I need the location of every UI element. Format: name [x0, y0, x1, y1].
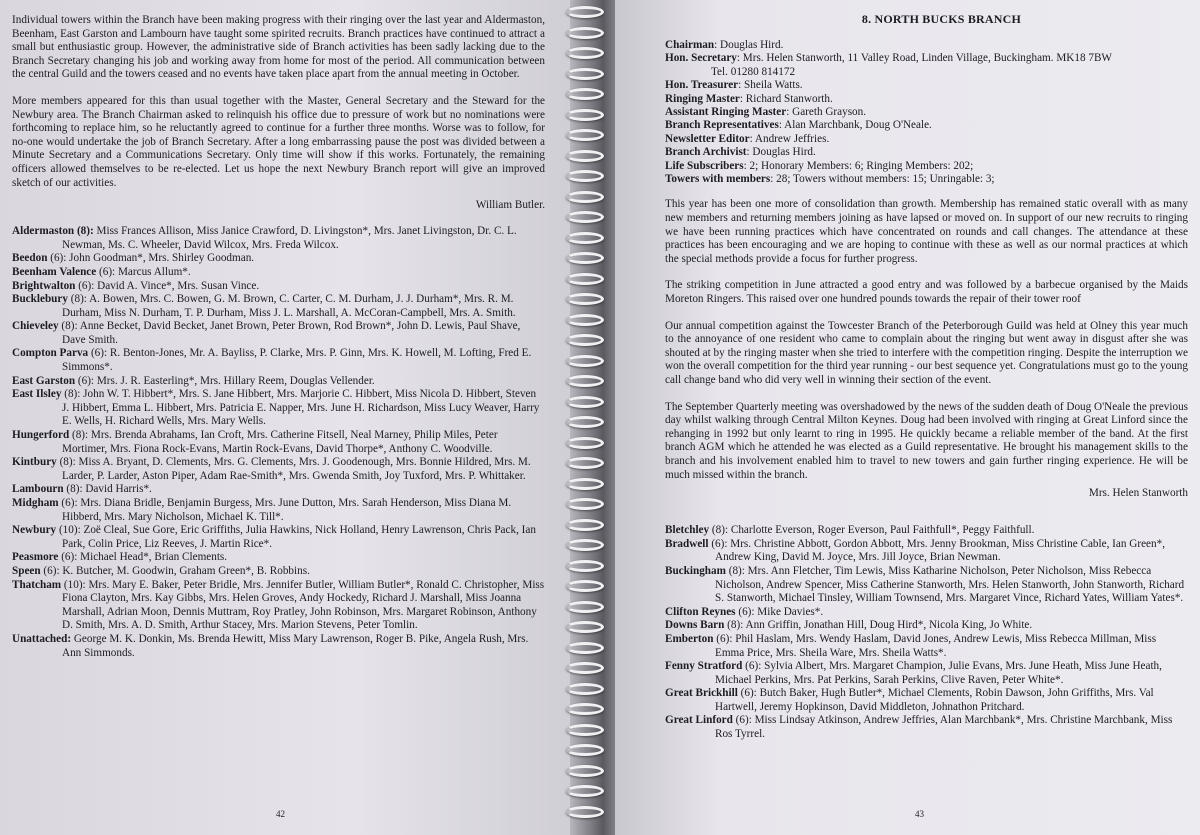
binding-ring: [566, 498, 604, 510]
tower-entry: [665, 565, 1188, 606]
tower-name: Great Brickhill: [665, 687, 738, 700]
binding-ring: [566, 293, 604, 305]
tower-name: East Garston: [12, 374, 76, 387]
tower-members: (6): Mike Davies*.: [738, 605, 824, 618]
officer-line: [665, 79, 1188, 92]
officer-label: Hon. Treasurer: [665, 79, 739, 92]
officer-line: [665, 146, 1188, 159]
tower-name: Thatcham: [12, 578, 62, 591]
officer-value: : Mrs. Helen Stanworth, 11 Valley Road, Linden Village, Buckingham. MK18 7BW: [736, 52, 1112, 65]
tower-member-list: [12, 225, 545, 660]
officer-label: Newsletter Editor: [665, 132, 750, 145]
tower-members: (10): Mrs. Mary E. Baker, Peter Bridle, Mrs. Jennifer Butler, William Butler*, Ronald C. Christopher, Miss Fiona Clayton, Mrs. Kay Gibbs, Mrs. Helen Groves, Andy Hockedy, Richard J. Marshall, Miss Joanna Marshall, Adrian Moon, Dennis Muttram, Roy Pratley, John Robinson, Mrs. Margaret Robinson, Anthony D. Smith, Mrs. A. D. Smith, Arthur Stacey, Mrs. Marion Stevens, Peter Tomlin.: [62, 578, 545, 632]
binding-ring: [566, 539, 604, 551]
tower-members: (10): Zoë Cleal, Sue Gore, Eric Griffiths, Julia Hawkins, Nick Holland, Henry Lawrenson, Chris Pack, Ian Park, Colin Price, Liz Reeves, J. Martin Rice*.: [58, 524, 536, 550]
tower-name: Bletchley: [665, 524, 710, 537]
tower-name: Hungerford: [12, 429, 70, 442]
binding-ring: [566, 129, 604, 141]
tower-members: George M. K. Donkin, Ms. Brenda Hewitt, Miss Mary Lawrenson, Roger B. Pike, Angela Rush, Mrs. Ann Simmonds.: [62, 632, 529, 659]
tower-entry: [12, 524, 545, 551]
binding-ring: [566, 457, 604, 469]
tower-members: (6): Mrs. Christine Abbott, Gordon Abbott, Mrs. Jenny Brookman, Miss Christine Cable, Ian Green*, Andrew King, David M. Joyce, Mrs. Jill Joyce, Brian Newman.: [711, 537, 1165, 564]
tower-name: Speen: [12, 564, 41, 577]
officer-label: Branch Archivist: [665, 146, 747, 159]
tower-entry: [12, 429, 545, 456]
tower-entry: [12, 579, 545, 633]
tower-entry: [12, 497, 545, 524]
officer-label: Ringing Master: [665, 92, 740, 105]
tower-name: Beenham Valence: [12, 265, 97, 278]
binding-ring: [566, 150, 604, 162]
report-signature: Mrs. Helen Stanworth: [1088, 487, 1188, 500]
officer-line: [665, 106, 1188, 119]
officer-value: : Sheila Watts.: [738, 79, 803, 92]
officer-value: : Gareth Grayson.: [786, 106, 867, 119]
tower-name: Emberton: [665, 632, 714, 645]
tower-name: Great Linford: [665, 714, 733, 727]
tower-members: (6): Michael Head*, Brian Clements.: [61, 551, 228, 564]
binding-ring: [566, 47, 604, 59]
tower-entry: [665, 524, 1188, 538]
tower-name: Bradwell: [665, 537, 709, 550]
officer-value: : 2; Honorary Members: 6; Ringing Members: 202;: [743, 159, 974, 172]
binding-ring: [566, 88, 604, 100]
officer-list: [665, 39, 1188, 186]
binding-ring: [566, 170, 604, 182]
tower-entry: [12, 225, 545, 252]
tower-members: Miss Frances Allison, Miss Janice Crawford, D. Livingston*, Mrs. Janet Livingston, Dr. C. L. Newman, Ms. C. Wheeler, David Wilcox, Mrs. Freda Wilcox.: [62, 225, 517, 251]
binding-ring: [566, 27, 604, 39]
binding-ring: [566, 744, 604, 756]
tower-name: East Ilsley: [12, 388, 62, 401]
tower-members: (8): Mrs. Brenda Abrahams, Ian Croft, Mrs. Catherine Fitsell, Neal Marney, Philip Miles, Peter Mortimer, Mrs. Fiona Rock-Evans, Martin Rock-Evans, David Thorpe*, Anthony C. Woodville.: [62, 429, 498, 455]
tower-members: (8): Mrs. Ann Fletcher, Tim Lewis, Miss Katharine Nicholson, Peter Nicholson, Miss Rebecca Nicholson, Andrew Spencer, Miss Catherine Stanworth, Mrs. Helen Stanworth, John Stanworth, Richard S. Stanworth, Michael Tinsley, William Townsend, Mrs. Margaret Vince, Richard Yates, William Yates*.: [715, 564, 1185, 605]
officer-line: [665, 160, 1188, 173]
tower-member-list: [665, 524, 1188, 742]
officer-line: [665, 133, 1188, 146]
report-signature: William Butler.: [475, 199, 545, 212]
binding-ring: [566, 683, 604, 695]
tower-name: Buckingham: [665, 564, 726, 577]
officer-line: [665, 52, 1188, 65]
tower-name: Newbury: [12, 524, 57, 537]
tower-name: Brightwalton: [12, 279, 76, 292]
officer-label: Towers with members: [665, 173, 771, 186]
binding-ring: [566, 662, 604, 674]
tower-name: Kintbury: [12, 456, 57, 469]
tower-entry: [665, 687, 1188, 714]
binding-ring: [566, 642, 604, 654]
binding-ring: [566, 580, 604, 592]
binding-ring: [566, 191, 604, 203]
page-number: 42: [276, 809, 285, 819]
binding-ring: [566, 273, 604, 285]
tower-entry: [12, 375, 545, 389]
tower-members: (6): David A. Vince*, Mrs. Susan Vince.: [78, 279, 260, 292]
officer-line: [665, 39, 1188, 52]
tower-entry: [12, 483, 545, 497]
binding-ring: [566, 416, 604, 428]
binding-ring: [566, 478, 604, 490]
binding-ring: [566, 355, 604, 367]
tower-members: (6): Miss Lindsay Atkinson, Andrew Jeffries, Alan Marchbank*, Mrs. Christine Marchbank, Miss Ros Tyrrel.: [715, 714, 1173, 741]
binding-ring: [566, 724, 604, 736]
officer-label: Branch Representatives: [665, 119, 779, 132]
tower-name: Compton Parva: [12, 347, 89, 360]
binding-ring: [566, 314, 604, 326]
tower-name: Clifton Reynes: [665, 605, 736, 618]
tower-members: (6): John Goodman*, Mrs. Shirley Goodman.: [50, 252, 255, 265]
officer-value: : Richard Stanworth.: [739, 92, 833, 105]
officer-line: [665, 66, 1188, 79]
tower-entry: [12, 551, 545, 565]
officer-label: Life Subscribers: [665, 159, 744, 172]
binding-ring: [566, 621, 604, 633]
binding-ring: [566, 252, 604, 264]
tower-members: (8): Anne Becket, David Becket, Janet Brown, Peter Brown, Rod Brown*, John D. Lewis, Paul Shave, Dave Smith.: [61, 320, 521, 346]
officer-value: : Douglas Hird.: [714, 39, 784, 51]
tower-entry: [665, 619, 1188, 633]
tower-name: Peasmore: [12, 551, 59, 564]
tower-entry: [12, 266, 545, 280]
tower-members: (8): Charlotte Everson, Roger Everson, Paul Faithfull*, Peggy Faithfull.: [711, 524, 1035, 537]
officer-line: [665, 173, 1188, 186]
tower-entry: [665, 660, 1188, 687]
left-page: [0, 0, 585, 835]
binding-ring: [566, 109, 604, 121]
tower-members: (8): John W. T. Hibbert*, Mrs. S. Jane Hibbert, Mrs. Marjorie C. Hibbert, Miss Nicola D. Hibbert, Steven J. Hibbert, Emma L. Hibbert, Mrs. Patricia E. Napper, Mrs. June H. Richardson, Miss Lucy Weaver, Harry E. Wells, H. Richard Wells, Mrs. Mary Wells.: [62, 388, 540, 428]
tower-name: Fenny Stratford: [665, 660, 743, 673]
tower-name: Downs Barn: [665, 619, 725, 632]
tower-members: (8): Miss A. Bryant, D. Clements, Mrs. G. Clements, Mrs. J. Goodenough, Mrs. Bonnie Hildred, Mrs. M. Larder, P. Larder, Aston Piper, Adam Rae-Smith*, Mrs. Gwenda Smith, Joy Tuxford, Mrs. P. Whittaker.: [59, 456, 531, 482]
tower-entry: [665, 538, 1188, 565]
binding-ring: [566, 375, 604, 387]
tower-entry: [12, 280, 545, 294]
tower-members: (8): David Harris*.: [66, 483, 152, 496]
tower-entry: [12, 633, 545, 660]
branch-report-paragraph: Our annual competition against the Towcester Branch of the Peterborough Guild was held at Olney this year much to the annoyance of one resident who came to complain about the ringing but went away in disgust after she was shouted at by the ringing master when she tried to interfere with the competition ringing. Despite the interruption we won the overall competition for the third year running - our best sequence yet. Congratulations must go to the young call change band who did very well in winning their section of the event.: [665, 319, 1188, 386]
officer-value: : Alan Marchbank, Doug O'Neale.: [778, 119, 932, 132]
tower-name: Chieveley: [12, 320, 59, 333]
binding-ring: [566, 765, 604, 777]
tower-name: Midgham: [12, 497, 59, 509]
tower-entry: [12, 293, 545, 320]
tower-entry: [12, 320, 545, 347]
binding-ring: [566, 437, 604, 449]
tower-entry: [665, 633, 1188, 660]
binding-ring: [566, 785, 604, 797]
officer-value: : Andrew Jeffries.: [749, 132, 830, 145]
tower-members: (6): Butch Baker, Hugh Butler*, Michael Clements, Robin Dawson, John Griffiths, Mrs. Val Hartwell, Jeremy Hopkinson, David Middleton, Johnathon Pritchard.: [715, 687, 1154, 713]
tower-members: (6): Mrs. J. R. Easterling*, Mrs. Hillary Reem, Douglas Vellender.: [77, 374, 375, 387]
officer-line: [665, 93, 1188, 106]
tower-name: Bucklebury: [12, 293, 68, 306]
tower-name: Lambourn: [12, 483, 64, 496]
branch-report-paragraph: The September Quarterly meeting was overshadowed by the news of the sudden death of Doug O'Neale the previous day whilst walking through Central Milton Keynes. Doug had been involved with ringing at Great Linford since the rehanging in 1992 but only learnt to ring in 1995. He quickly became a reliable member of the band. At the first branch AGM which he attended he was elected as a Guild representative. He brought his management skills to the branch and his involvement enabled him to travel to new towers and gain further ringing experience. He will be much missed within the branch.: [665, 400, 1189, 481]
binding-ring: [566, 703, 604, 715]
officer-label: Chairman: [665, 39, 715, 51]
branch-report-paragraph: This year has been one more of consolidation than growth. Membership has remained static overall with as many new members and returning members joining as have lapsed or moved on. In support of our new recruits to ringing we have been running practices which have concentrated on rounds and call changes. The attendance at these practices has been encouraging and we are hoping to continue with these as well as our normal practices at which the special methods provide a focus for further progress.: [665, 198, 1188, 265]
right-page: [615, 0, 1200, 835]
tower-entry: [12, 456, 545, 483]
officer-line: [665, 119, 1188, 132]
newbury-report-paragraph: Individual towers within the Branch have been making progress with their ringing over the last year and Aldermaston, Beenham, East Garston and Lambourn have taught some spirited recruits. Branch practices have continued to attract a small but enthusiastic group. However, the administrative side of Branch activities has been sadly lacking due to the Branch Secretary changing his job and working away from home for most of the period. All communication between the central Guild and the towers ceased and no events have taken place apart from the annual meeting in October.: [12, 14, 545, 81]
page-number: 43: [915, 809, 924, 819]
tower-members: (6): Marcus Allum*.: [99, 265, 191, 278]
officer-value: : 28; Towers without members: 15; Unringable: 3;: [770, 173, 995, 186]
tower-entry: [665, 606, 1188, 620]
tower-name: Beedon: [12, 252, 48, 265]
officer-label: Assistant Ringing Master: [665, 106, 787, 119]
officer-value: : Douglas Hird.: [746, 146, 816, 159]
tower-members: (6): Phil Haslam, Mrs. Wendy Haslam, David Jones, Andrew Lewis, Miss Rebecca Millman, Miss Emma Price, Mrs. Sheila Ware, Mrs. Sheila Watts*.: [715, 632, 1157, 659]
binding-ring: [566, 211, 604, 223]
branch-title: 8. NORTH BUCKS BRANCH: [861, 12, 1022, 26]
binding-ring: [566, 806, 604, 818]
newbury-report-paragraph: More members appeared for this than usual together with the Master, General Secretary and the Steward for the Newbury area. The Branch Chairman asked to relinquish his office due to pressure of work but no nominations were forthcoming to replace him, so he reluctantly agreed to continue for a further three months. Worse was to follow, for no-one would undertake the job of Branch Secretary. After a long embarrassing pause the post was divided between a Minute Secretary and a Communications Secretary. Only time will show if this works. Fortunately, the remaining officers allowed themselves to be re-elected. Let us hope the next Newbury Branch report will give an improved sketch of our activities.: [12, 94, 545, 189]
binding-ring: [566, 232, 604, 244]
tower-members: (6): K. Butcher, M. Goodwin, Graham Green*, B. Robbins.: [43, 564, 310, 577]
binding-ring: [566, 560, 604, 572]
officer-value: Tel. 01280 814172: [711, 65, 796, 78]
tower-entry: [12, 565, 545, 579]
tower-entry: [12, 347, 545, 374]
binding-ring: [566, 334, 604, 346]
binding-ring: [566, 6, 604, 18]
tower-members: (6): Sylvia Albert, Mrs. Margaret Champion, Julie Evans, Mrs. June Heath, Miss June Heath, Michael Perkins, Mrs. Pat Perkins, Sarah Perkins, Clive Raven, Peter White*.: [715, 660, 1162, 686]
binding-ring: [566, 519, 604, 531]
branch-report-paragraph: The striking competition in June attracted a good entry and was followed by a barbecue organised by the Maids Moreton Ringers. This raised over one hundred pounds towards the repair of their tower roof: [665, 279, 1188, 306]
tower-name: Aldermaston (8):: [12, 225, 94, 238]
officer-label: Hon. Secretary: [665, 52, 737, 65]
tower-entry: [12, 252, 545, 266]
tower-entry: [12, 388, 545, 429]
tower-entry: [665, 714, 1188, 741]
tower-members: (6): R. Benton-Jones, Mr. A. Bayliss, P. Clarke, Mrs. P. Ginn, Mrs. K. Howell, M. Lofting, Fred E. Simmons*.: [62, 347, 532, 374]
binding-ring: [566, 396, 604, 408]
binding-ring: [566, 68, 604, 80]
tower-members: (8): Ann Griffin, Jonathan Hill, Doug Hird*, Nicola King, Jo White.: [727, 619, 1033, 632]
tower-members: (8): A. Bowen, Mrs. C. Bowen, G. M. Brown, C. Carter, C. M. Durham, J. J. Durham*, Mrs. R. M. Durham, Miss N. Durham, T. P. Durham, Miss J. L. Marshall, A. McCoran-Campbell, Mrs. A. Smith.: [62, 293, 516, 319]
tower-name: Unattached:: [12, 632, 72, 645]
tower-members: (6): Mrs. Diana Bridle, Benjamin Burgess, Mrs. June Dutton, Mrs. Sarah Henderson, Miss Diana M. Hibberd, Mrs. Mary Nicholson, Michael K. Till*.: [61, 497, 512, 523]
binding-ring: [566, 601, 604, 613]
